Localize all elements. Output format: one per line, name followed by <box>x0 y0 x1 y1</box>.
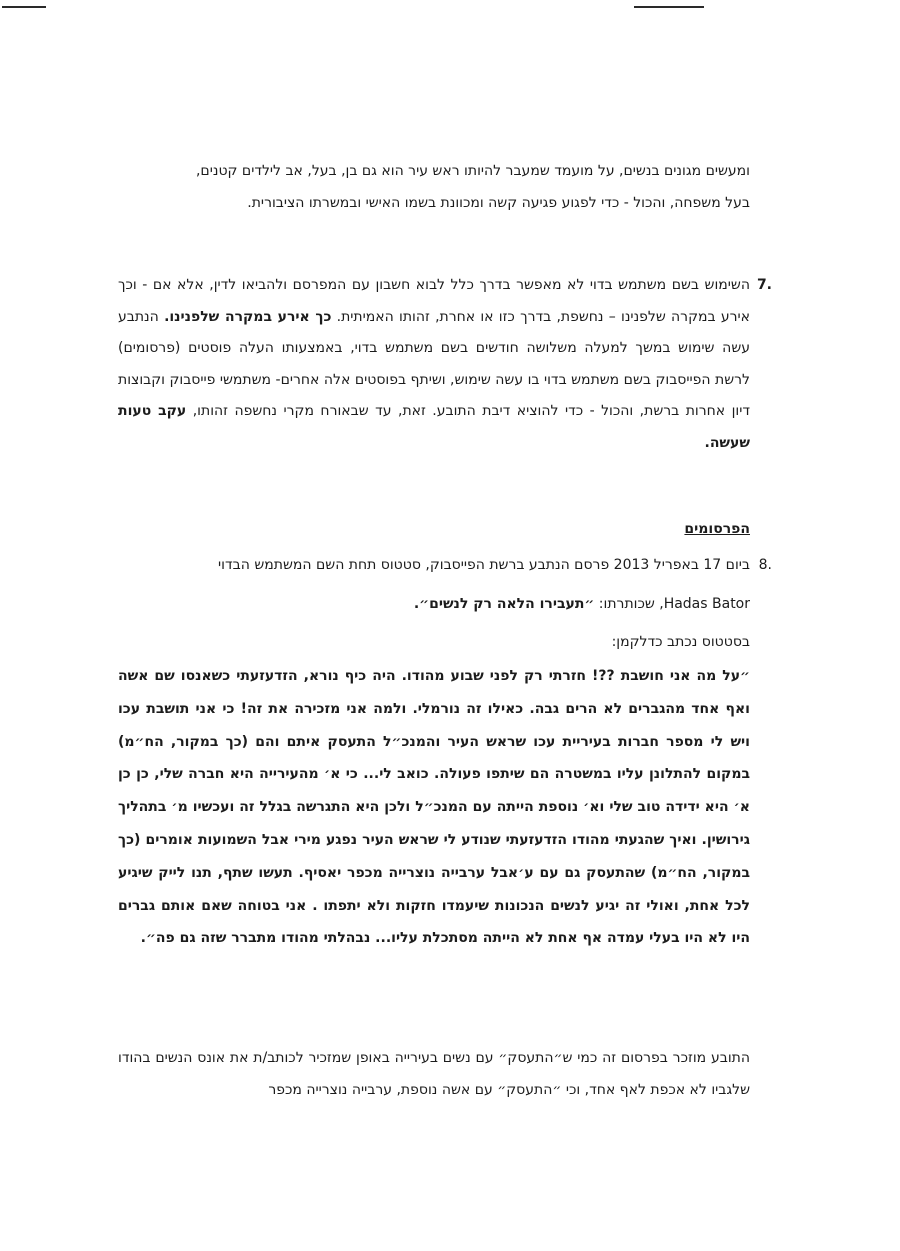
status-intro: בסטטוס נכתב כדלקמן: <box>611 634 750 650</box>
scan-edge-mark-left <box>2 6 46 8</box>
paragraph-7-bold-b: עקב טעות שעשה. <box>118 403 750 451</box>
paragraph-7-bold-a: כך אירע במקרה שלפנינו. <box>164 308 332 325</box>
paragraph-8-title-line <box>118 589 750 621</box>
paragraph-6-tail <box>118 156 750 219</box>
paragraph-7-number: 7. <box>756 277 772 293</box>
post-title: ״תעבירו הלאה רק לנשים״. <box>413 596 595 612</box>
paragraph-6-line-2: בעל משפחה, והכול - כדי לפגוע פגיעה קשה ומכוונת בשמו האישי ובמשרתו הציבורית. <box>247 194 750 211</box>
paragraph-6-line-1: ומעשים מגונים בנשים, על מועמד שמעבר להיותו ראש עיר הוא גם בן, בעל, אב לילדים קטנים, <box>195 163 750 179</box>
paragraph-7 <box>118 270 750 459</box>
closing-paragraph: התובע מוזכר בפרסום זה כמי ש״התעסק״ עם נשים בעירייה באופן שמזכיר לכותב/ת את אונס הנשים בהודו שלגביו לא אכפת לאף אחד, וכי ״התעסק״ עם אשה נוספת, ערבייה נוצרייה מכפר <box>118 1050 750 1098</box>
fake-username: Hadas Bator <box>663 596 750 612</box>
status-quote: ״על מה אני חושבת ??! חזרתי רק לפני שבוע מהודו. היה כיף נורא, הזדעזעתי כשאנסו שם אשה ואף אחד מהגברים לא הרים גבה. כאילו זה נורמלי. ולמה אני מזכירה את זה! כי אני תושבת עכו ויש לי מספר חברות בעיריית עכו שראש העיר והמנכ״ל התעסק איתם והם (כך במקור, הח״מ) במקום להתלונן עליו במשטרה הם שיתפו פעולה. כואב לי... כי א׳ מהעירייה היא חברה שלי, כן כן א׳ היא ידידה טוב שלי וא׳ נוספת הייתה עם המנכ״ל ולכן היא התגרשה בגלל זה ועכשיו מ׳ בתהליך גירושין. ואיך שהגעתי מהודו הזדעזעתי שנודע לי שראש העיר נפגע מירי אבל השמועות אומרים (כך במקור, הח״מ) שהתעסק גם עם ע׳אבל ערבייה נוצרייה מכפר יאסיף. תעשו שתף, תנו לייק שיגיע לכל אחת, ואולי זה יגיע לנשים הנכונות שיעמדו חזקות ולא יתפתו . אני בטוחה שאם אותם גברים היו לא היו בעלי עמדה אף אחת לא הייתה מסתכלת עליו... נבהלתי מהודו מתברר שזה גם פה״. <box>118 668 750 947</box>
paragraph-7-text-a: השימוש בשם משתמש בדוי לא מאפשר בדרך כלל לבוא חשבון עם המפרסם ולהביאו לדין, אלא אם - וכך אירע במקרה שלפנינו – נחשפת, בדרך כזו או אחרת, זהותו האמיתית. <box>118 277 751 325</box>
section-heading: הפרסומים <box>684 521 750 537</box>
paragraph-8-number: 8. <box>758 557 772 573</box>
paragraph-7-text-b: הנתבע עשה שימוש במשך למעלה משלושה חודשים בשם משתמש בדוי, באמצעותו העלה פוסטים (פרסומים) לרשת הפייסבוק בשם משתמש בדוי בו עשה שימוש, ושיתף בפוסטים אלה אחרים- משתמשי פייסבוק וקבוצות דיון אחרות ברשת, והכול - כדי להוציא דיבת התובע. זאת, עד שבאורח מקרי נחשפה זהותו, <box>118 308 750 419</box>
paragraph-8-line-1: ביום 17 באפריל 2013 פרסם הנתבע ברשת הפייסבוק, סטטוס תחת השם המשתמש הבדוי <box>218 557 750 573</box>
scan-edge-mark-center <box>634 6 704 8</box>
title-intro: , שכותרתו: <box>594 596 664 612</box>
